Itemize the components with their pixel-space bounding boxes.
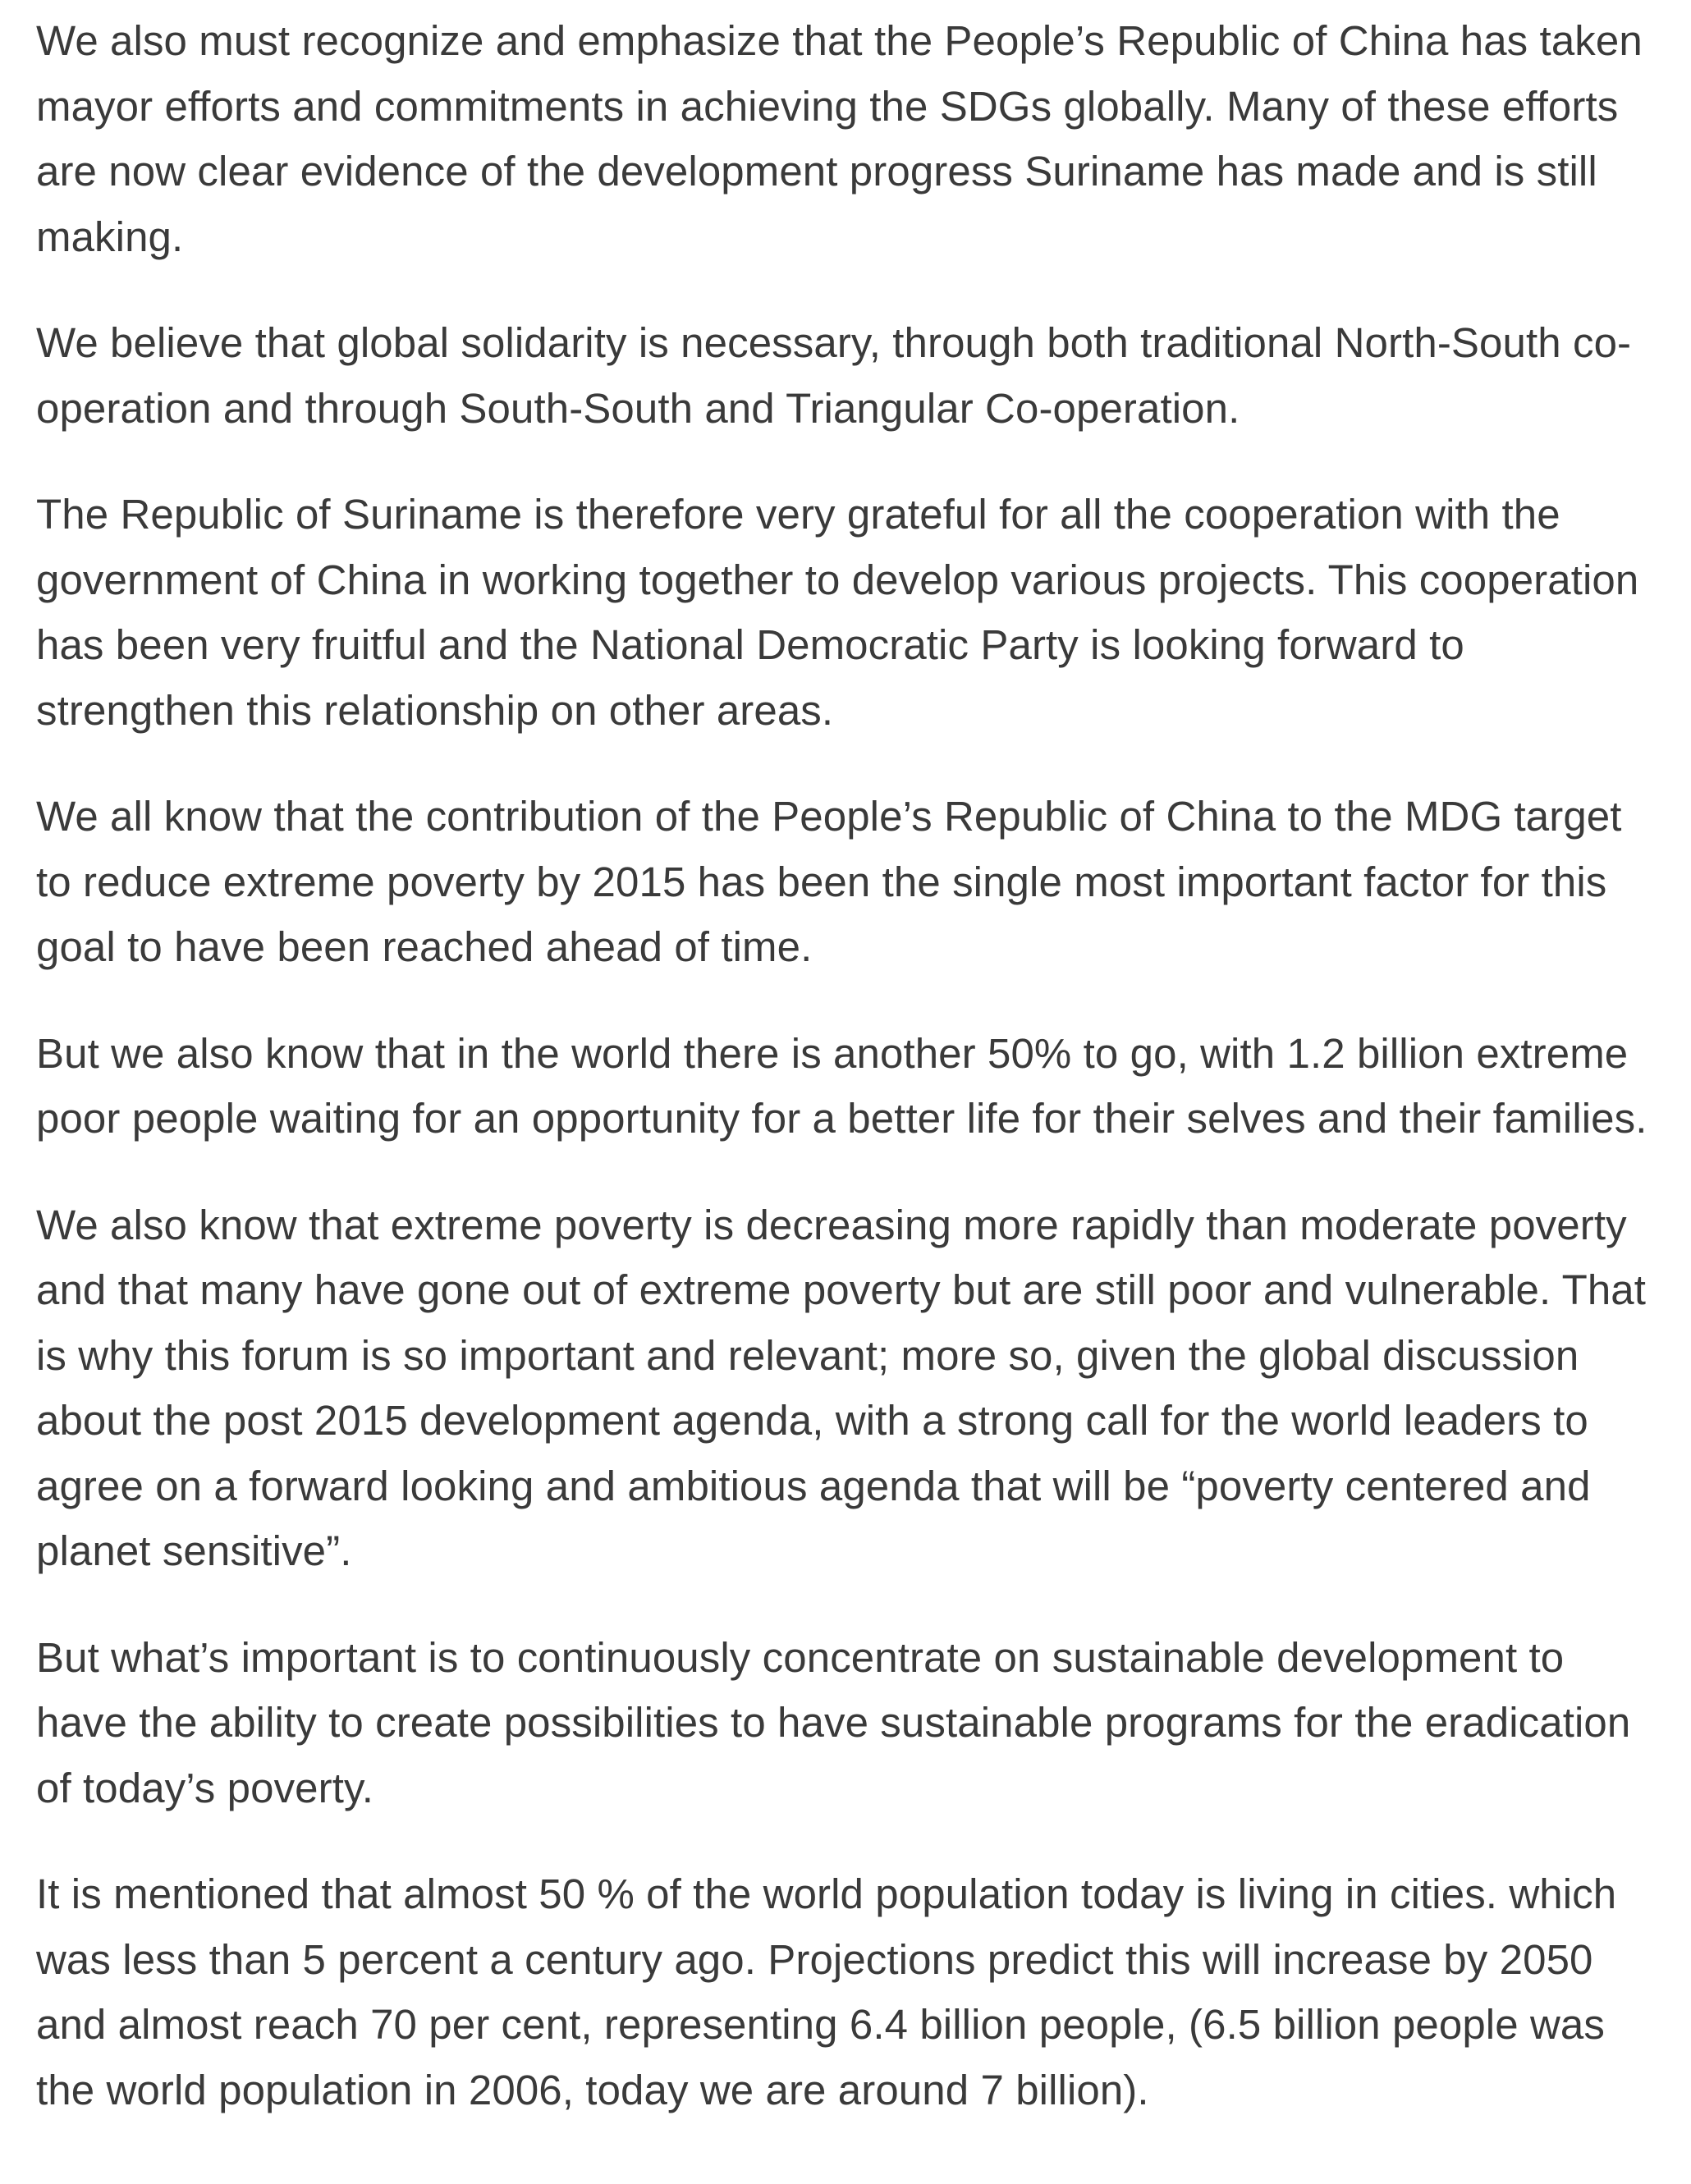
- paragraph-7: But what’s important is to continuously concentrate on sustainable development to have the ability to create possibilities to have sustainable programs for the eradication of today’s poverty.: [36, 1633, 1631, 1811]
- paragraph-3: The Republic of Suriname is therefore very grateful for all the cooperation with the government of China in working together to develop various projects. This cooperation has been very fruitful and the National Democratic Party is looking forward to strengthen this relationship on other areas.: [36, 491, 1639, 734]
- paragraph-6: We also know that extreme poverty is decreasing more rapidly than moderate poverty and that many have gone out of extreme poverty but are still poor and vulnerable. That is why this forum is so important and relevant; more so, given the global discussion about the post 2015 development agenda, with a strong call for the world leaders to agree on a forward looking and ambitious agenda that will be “poverty centered and planet sensitive”.: [36, 1201, 1647, 1574]
- paragraph-1: We also must recognize and emphasize that the People’s Republic of China has taken mayor efforts and commitments in achieving the SDGs globally. Many of these efforts are now clear evidence of the development progress Suriname has made and is still making.: [36, 17, 1643, 260]
- paragraph-4: We all know that the contribution of the People’s Republic of China to the MDG target to reduce extreme poverty by 2015 has been the single most important factor for this goal to have been reached ahead of time.: [36, 793, 1622, 970]
- article-body: [36, 8, 1661, 2163]
- paragraph-5: But we also know that in the world there is another 50% to go, with 1.2 billion extreme poor people waiting for an opportunity for a better life for their selves and their families.: [36, 1029, 1647, 1142]
- paragraph-2: We believe that global solidarity is necessary, through both traditional North-South co-operation and through South-South and Triangular Co-operation.: [36, 319, 1632, 432]
- paragraph-8: It is mentioned that almost 50 % of the world population today is living in cities. which was less than 5 percent a century ago. Projections predict this will increase by 2050 and almost reach 70 per cent, representing 6.4 billion people, (6.5 billion people was the world population in 2006, today we are around 7 billion).: [36, 1870, 1617, 2113]
